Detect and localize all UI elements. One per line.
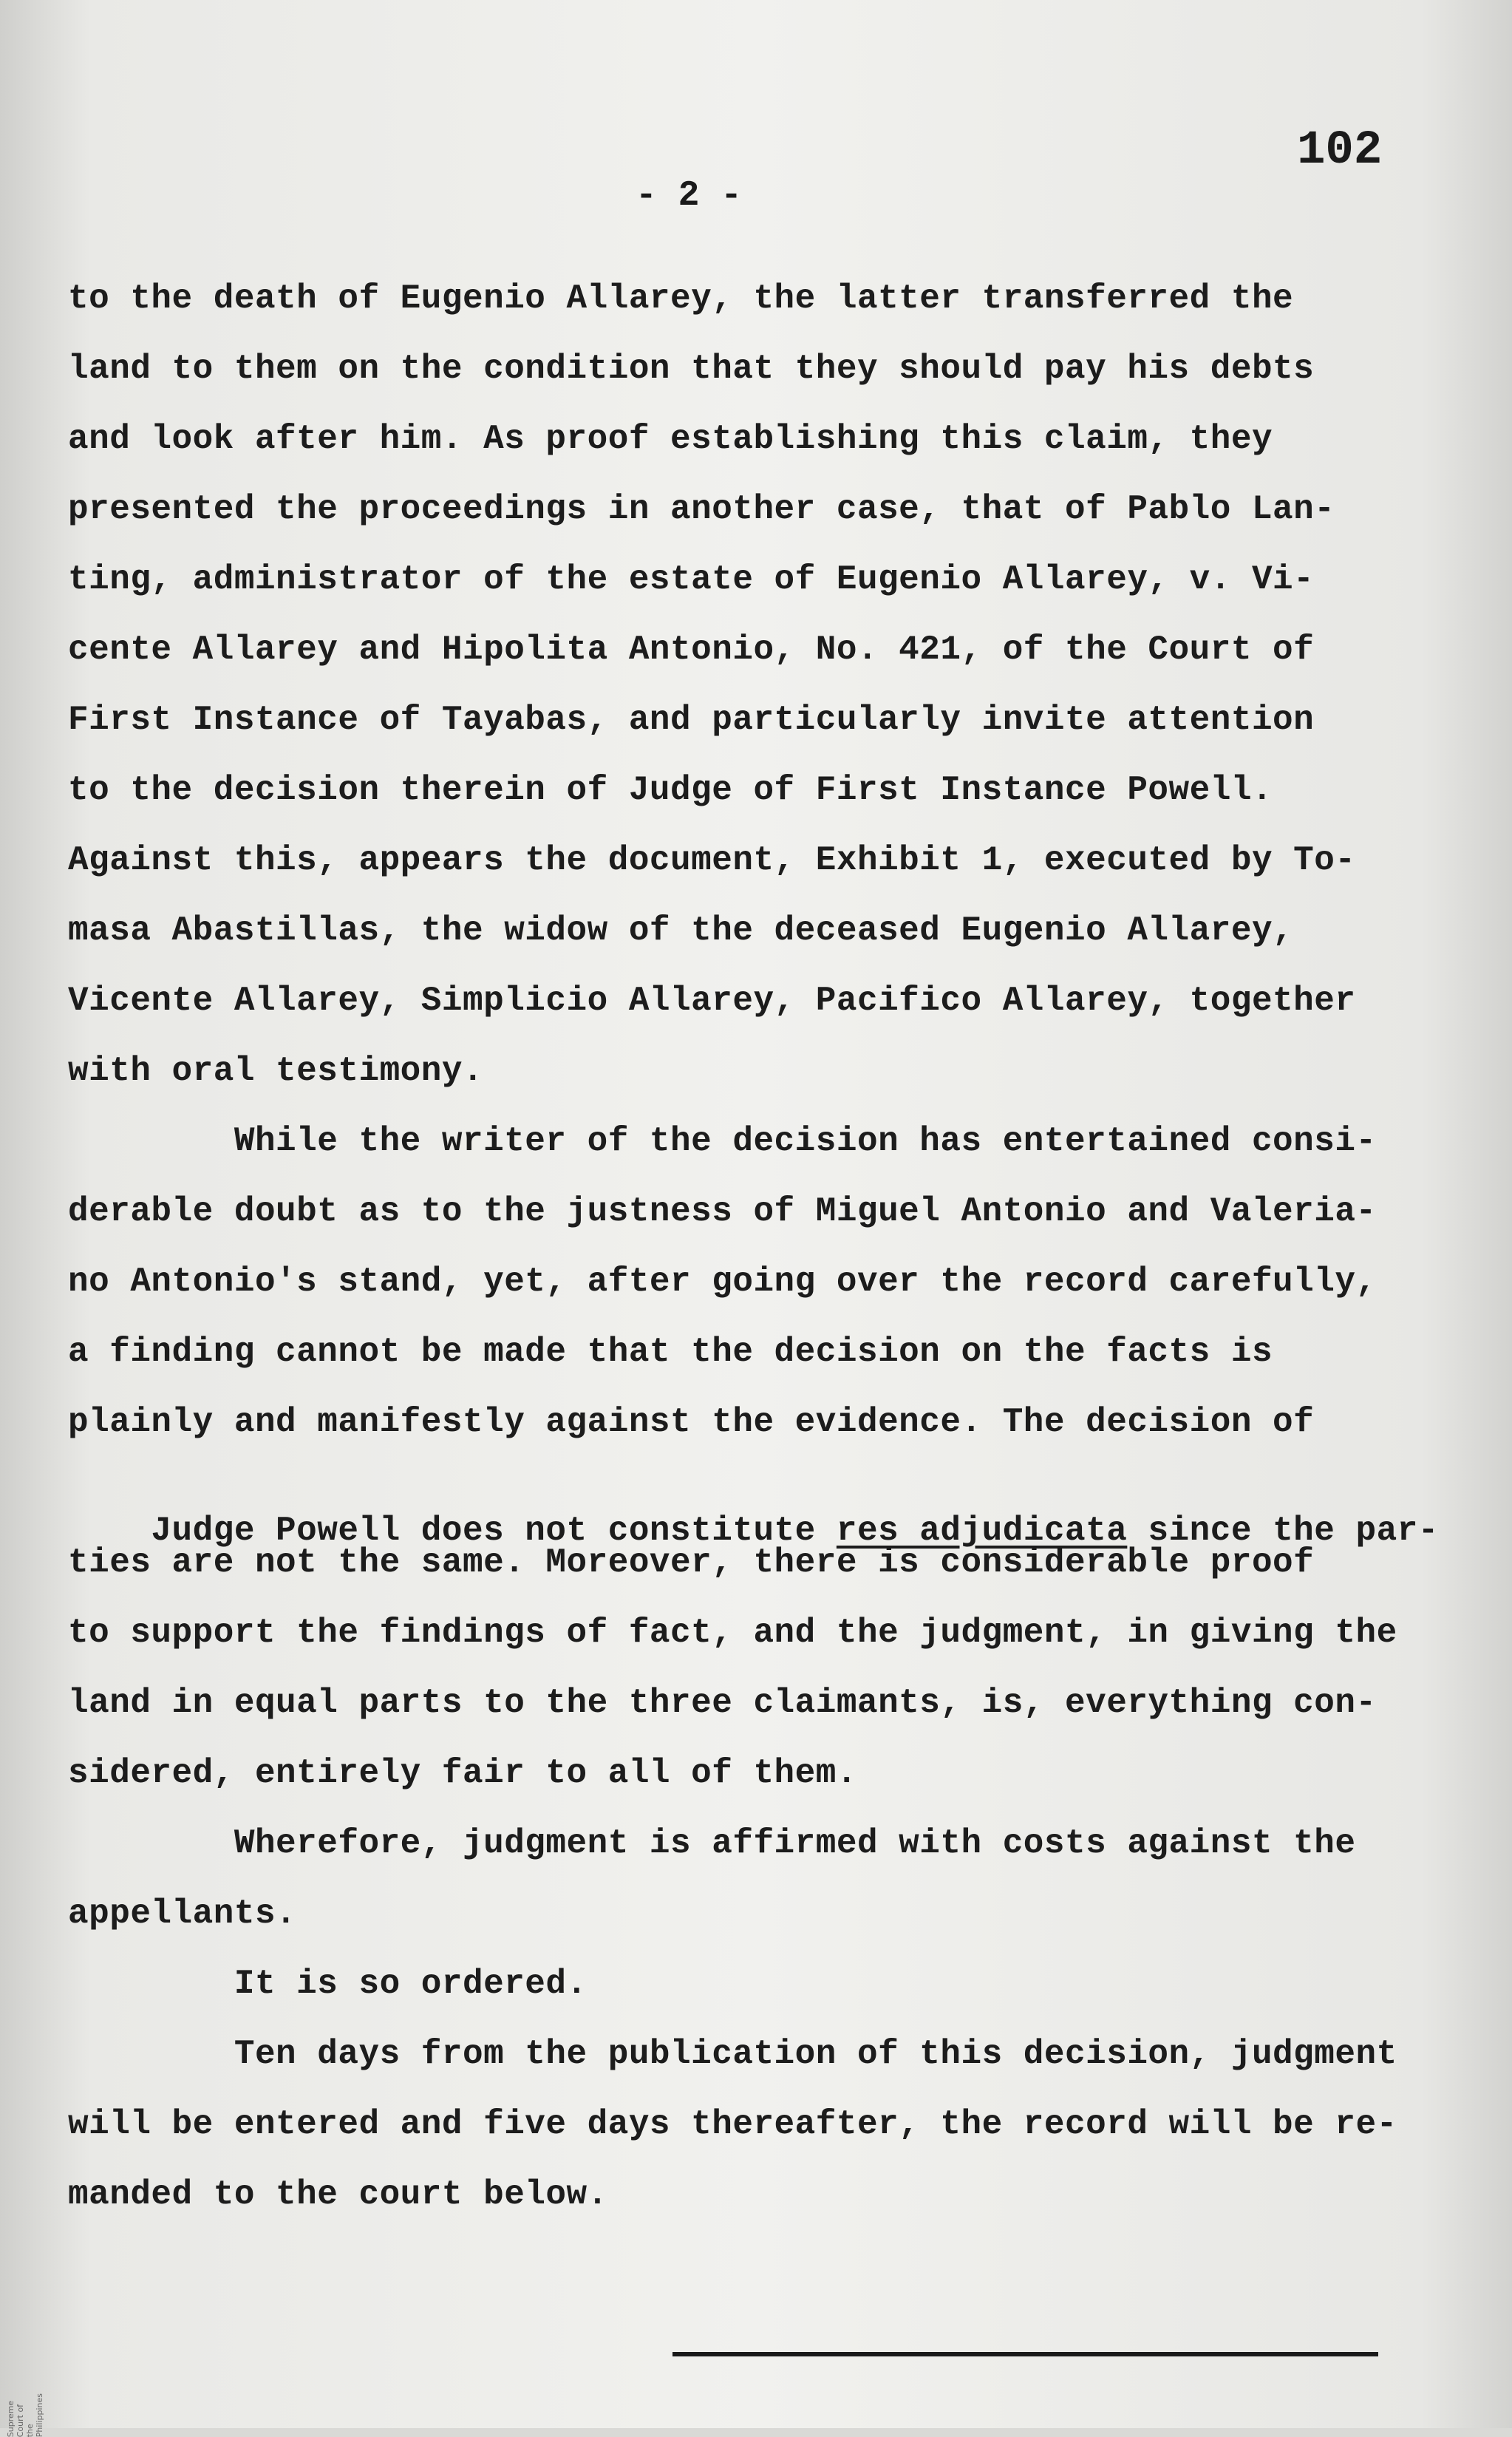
- text-line: cente Allarey and Hipolita Antonio, No. 421, of the Court of: [68, 631, 1315, 669]
- res-adjudicata-term: res adjudicata: [836, 1512, 1128, 1550]
- text-line: plainly and manifestly against the evidence. The decision of: [68, 1403, 1315, 1441]
- text-line: ting, administrator of the estate of Eugenio Allarey, v. Vi-: [68, 560, 1315, 599]
- text-line: appellants.: [68, 1894, 297, 1933]
- text-line: to support the findings of fact, and the judgment, in giving the: [68, 1614, 1397, 1652]
- text-line: to the death of Eugenio Allarey, the latter transferred the: [68, 279, 1294, 318]
- text-line: ties are not the same. Moreover, there is considerable proof: [68, 1543, 1315, 1582]
- text-line: will be entered and five days thereafter, the record will be re-: [68, 2105, 1397, 2144]
- text-line: Vicente Allarey, Simplicio Allarey, Pacifico Allarey, together: [68, 982, 1356, 1020]
- text-line: It is so ordered.: [68, 1965, 588, 2003]
- text-line: First Instance of Tayabas, and particularly invite attention: [68, 701, 1315, 739]
- text-segment: Judge Powell does not constitute: [151, 1512, 837, 1550]
- text-line: and look after him. As proof establishing this claim, they: [68, 420, 1273, 458]
- text-line: land in equal parts to the three claimants, is, everything con-: [68, 1684, 1377, 1722]
- text-line: manded to the court below.: [68, 2175, 608, 2214]
- text-segment: since the par-: [1127, 1512, 1439, 1550]
- text-line: Wherefore, judgment is affirmed with costs against the: [68, 1824, 1356, 1863]
- text-line: sidered, entirely fair to all of them.: [68, 1754, 857, 1792]
- text-line: presented the proceedings in another case, that of Pablo Lan-: [68, 490, 1335, 528]
- closing-rule: [672, 2352, 1378, 2356]
- text-line: derable doubt as to the justness of Miguel Antonio and Valeria-: [68, 1192, 1377, 1231]
- text-line: Ten days from the publication of this decision, judgment: [68, 2035, 1397, 2073]
- text-line: a finding cannot be made that the decision on the facts is: [68, 1333, 1273, 1371]
- text-line: Against this, appears the document, Exhibit 1, executed by To-: [68, 841, 1356, 880]
- text-line: to the decision therein of Judge of First Instance Powell.: [68, 771, 1273, 809]
- stamp-number: 102: [1297, 124, 1383, 177]
- archive-caption: Supreme Court of the Philippines: [6, 2393, 44, 2437]
- text-line: land to them on the condition that they should pay his debts: [68, 350, 1315, 388]
- text-line: no Antonio's stand, yet, after going over the record carefully,: [68, 1262, 1377, 1301]
- text-line: with oral testimony.: [68, 1052, 484, 1090]
- text-line: masa Abastillas, the widow of the deceased Eugenio Allarey,: [68, 911, 1294, 950]
- page-number: - 2 -: [636, 176, 743, 216]
- text-line: While the writer of the decision has entertained consi-: [68, 1122, 1377, 1160]
